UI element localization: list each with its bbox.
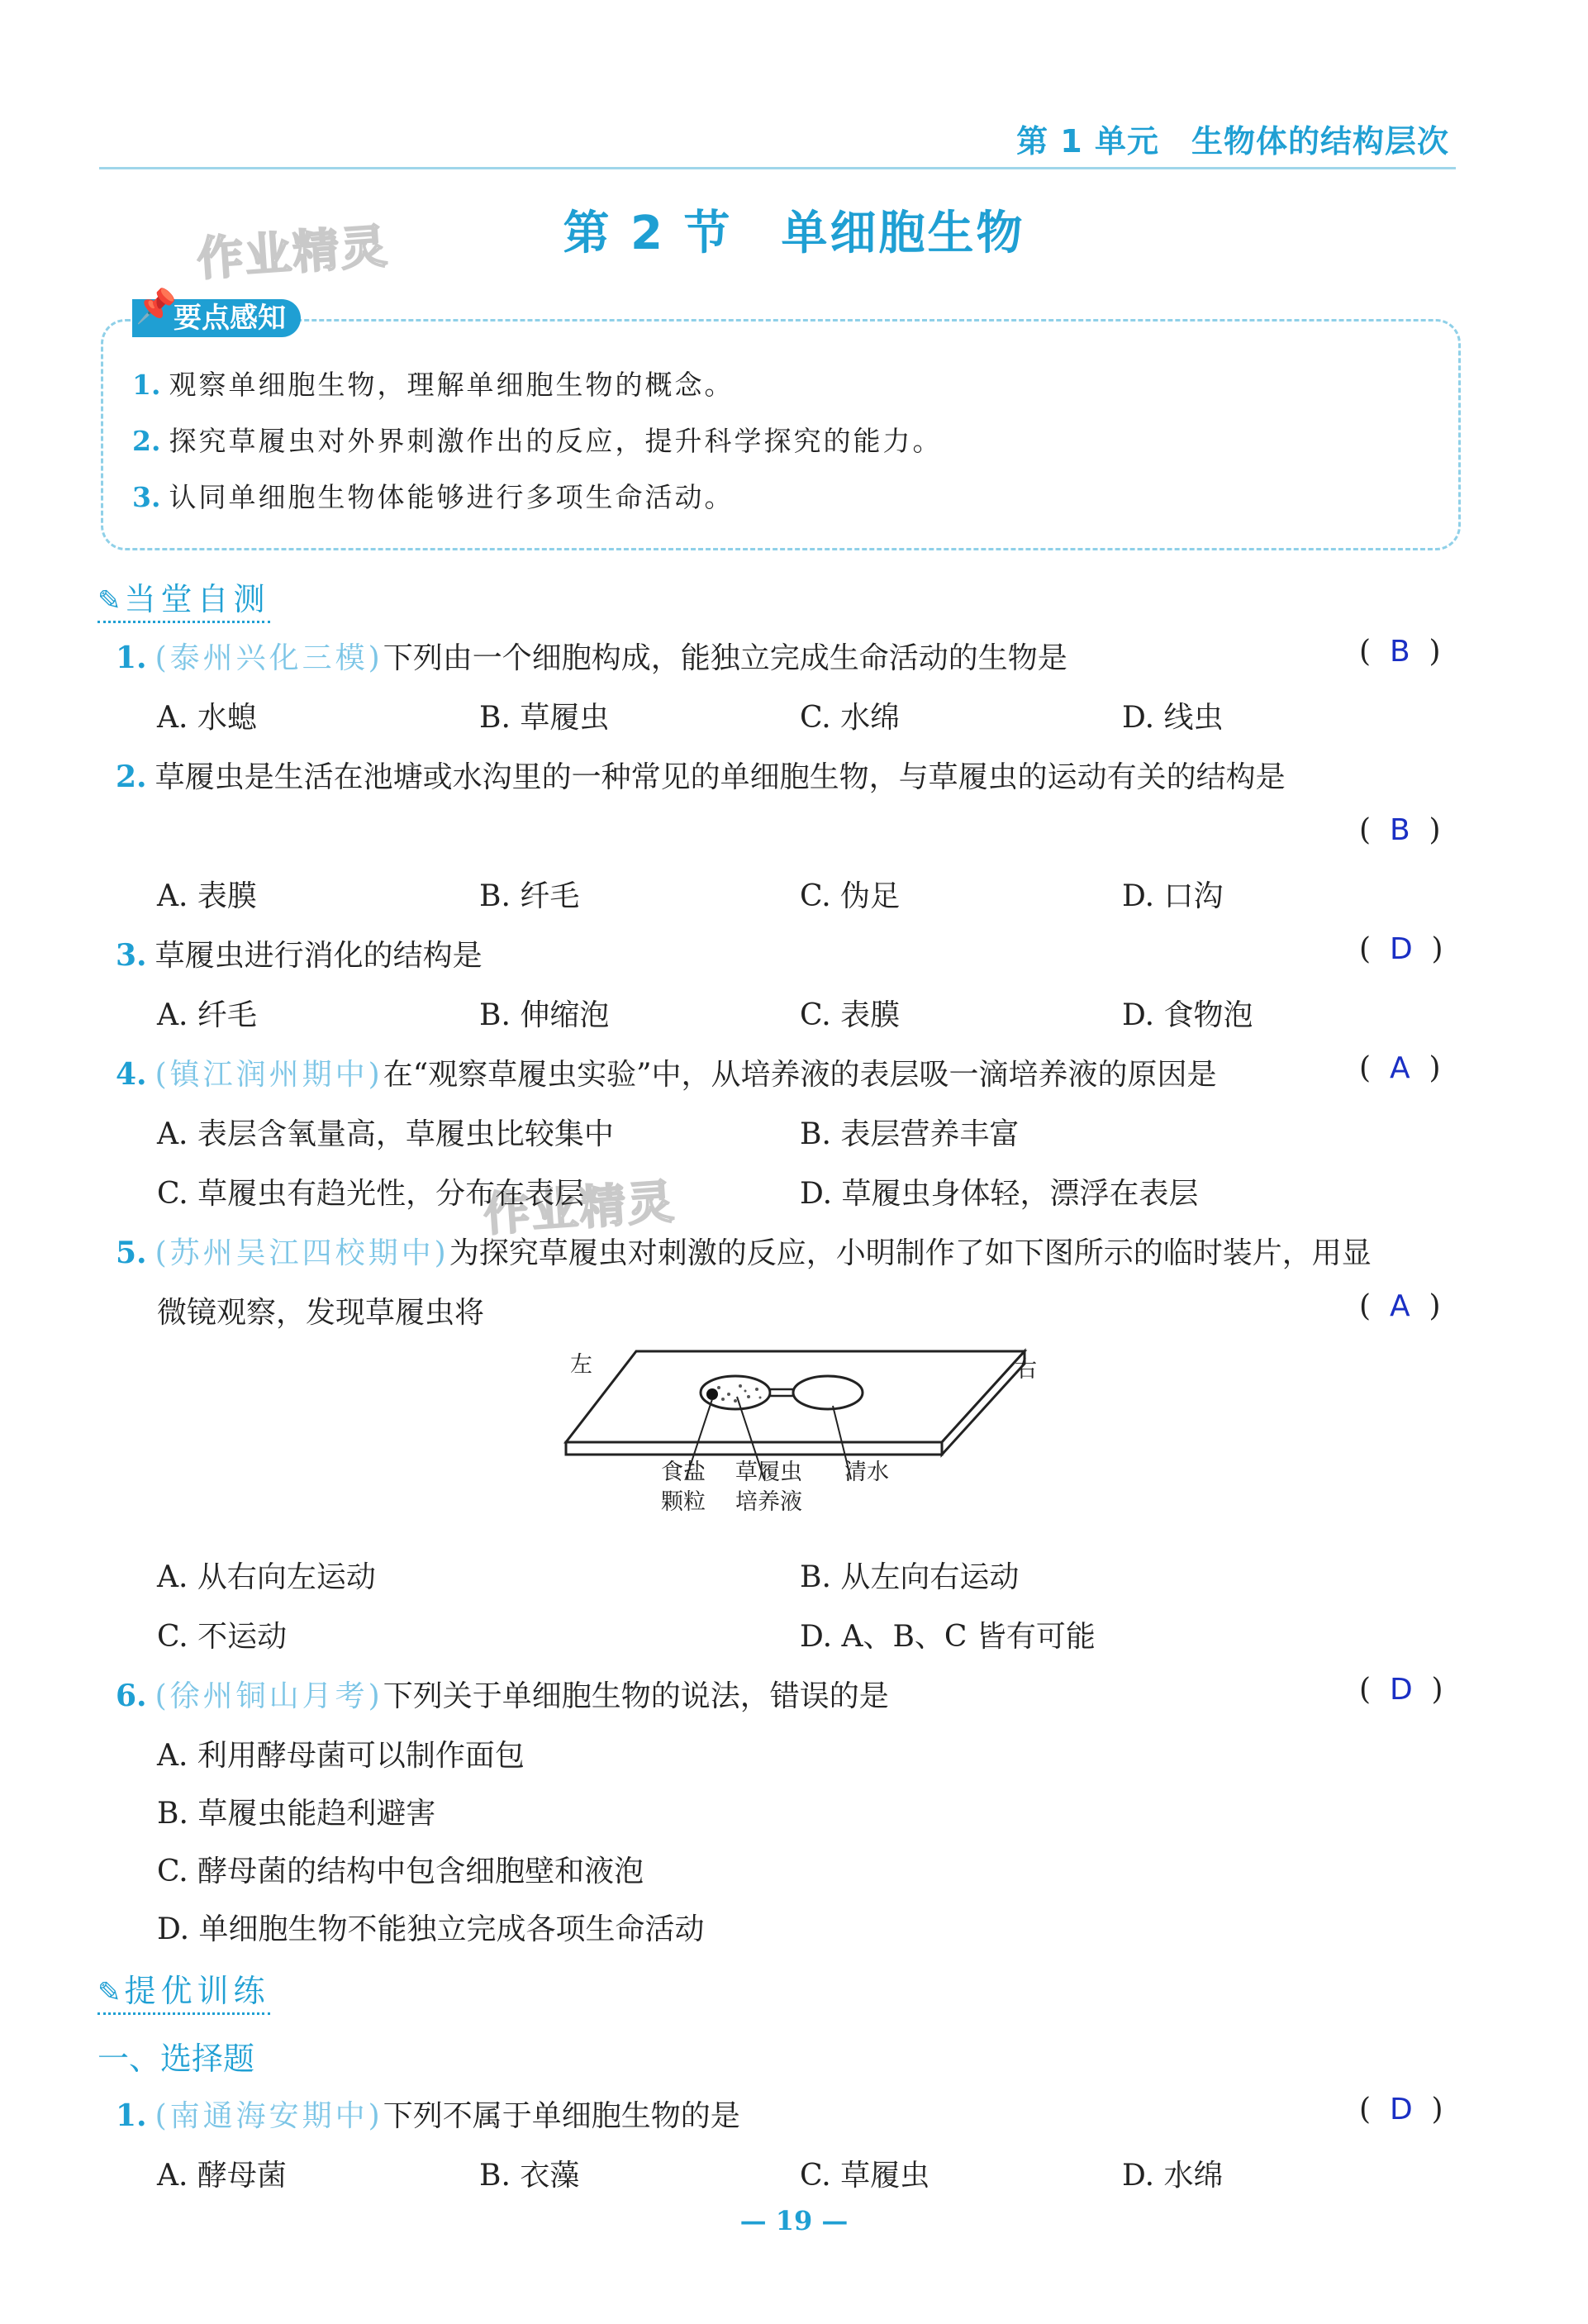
answer-bracket: ( B ) — [1359, 813, 1441, 847]
question-3: 3. 草履虫进行消化的结构是 — [116, 938, 483, 973]
page-title: 第 2 节 单细胞生物 — [563, 207, 1025, 260]
subsection-heading: 一、选择题 — [97, 2041, 255, 2077]
option: A. 水螅 — [157, 701, 257, 735]
option: A. 利用酵母菌可以制作面包 — [157, 1739, 525, 1773]
option: B. 表层营养丰富 — [800, 1117, 1020, 1151]
key-points-tag — [132, 288, 301, 337]
connecting-channel — [770, 1389, 793, 1396]
question-6: 6. (徐州铜山月考)下列关于单细胞生物的说法，错误的是 — [116, 1679, 889, 1713]
option: D. A、B、C 皆有可能 — [800, 1620, 1096, 1654]
option: B. 纤毛 — [479, 879, 580, 913]
option: C. 不运动 — [157, 1620, 288, 1654]
option: D. 口沟 — [1122, 879, 1224, 913]
diagram-label-salt: 食盐 颗粒 — [661, 1460, 706, 1515]
answer-bracket: ( D ) — [1359, 1673, 1443, 1707]
question-5: 5. (苏州吴江四校期中)为探究草履虫对刺激的反应，小明制作了如下图所示的临时装片，用显 — [116, 1236, 1372, 1270]
option: D. 食物泡 — [1122, 998, 1253, 1032]
option: D. 线虫 — [1122, 701, 1224, 735]
option: C. 酵母菌的结构中包含细胞壁和液泡 — [157, 1855, 644, 1888]
diagram-label-water: 清水 — [844, 1460, 889, 1485]
option: C. 伪足 — [800, 879, 901, 913]
answer-bracket: ( D ) — [1359, 2093, 1443, 2126]
page-number: — 19 — — [739, 2205, 849, 2236]
option: B. 草履虫 — [479, 701, 610, 735]
option: C. 草履虫有趋光性，分布在表层 — [157, 1177, 585, 1211]
section-heading-practice: ✎ 提优训练 — [97, 1965, 270, 2015]
option: C. 水绵 — [800, 701, 901, 735]
answer-bracket: ( A ) — [1359, 1051, 1441, 1085]
option: A. 酵母菌 — [157, 2159, 287, 2193]
diagram-label-culture: 草履虫 培养液 — [735, 1460, 802, 1515]
option: B. 衣藻 — [479, 2159, 580, 2193]
option: D. 单细胞生物不能独立完成各项生命活动 — [157, 1912, 705, 1946]
key-point-item: 3. 认同单细胞生物体能够进行多项生命活动。 — [132, 481, 735, 513]
option: A. 纤毛 — [157, 998, 257, 1032]
question-4: 4. (镇江润州期中)在“观察草履虫实验”中，从培养液的表层吸一滴培养液的原因是 — [116, 1057, 1217, 1092]
diagram-label-left: 左 — [570, 1352, 592, 1378]
section-heading-self-test: ✎ 当堂自测 — [97, 574, 270, 623]
unit-heading: 第 1 单元 生物体的结构层次 — [1016, 123, 1449, 160]
pushpin-icon: 📌 — [136, 288, 177, 326]
answer-bracket: ( A ) — [1359, 1289, 1441, 1323]
option: B. 草履虫能趋利避害 — [157, 1797, 436, 1831]
pencil-icon: ✎ — [97, 584, 121, 617]
option: B. 从左向右运动 — [800, 1560, 1020, 1594]
water-drop — [793, 1376, 863, 1409]
option: C. 表膜 — [800, 998, 901, 1032]
question-1: 1. (泰州兴化三模)下列由一个细胞构成，能独立完成生命活动的生物是 — [116, 641, 1067, 675]
option: B. 伸缩泡 — [479, 998, 610, 1032]
option: A. 表膜 — [157, 879, 257, 913]
watermark: 作业精灵 — [195, 219, 391, 288]
practice-question-1: 1. (南通海安期中)下列不属于单细胞生物的是 — [116, 2098, 740, 2133]
diagram-label-right: 右 — [1015, 1357, 1037, 1383]
question-5-continued: 微镜观察，发现草履虫将 — [157, 1296, 485, 1330]
answer-bracket: ( D ) — [1359, 932, 1443, 966]
option: D. 草履虫身体轻，漂浮在表层 — [800, 1177, 1199, 1211]
key-point-item: 2. 探究草履虫对外界刺激作出的反应，提升科学探究的能力。 — [132, 425, 943, 457]
option: D. 水绵 — [1122, 2159, 1224, 2193]
question-2: 2. 草履虫是生活在池塘或水沟里的一种常见的单细胞生物，与草履虫的运动有关的结构是 — [116, 760, 1286, 794]
option: C. 草履虫 — [800, 2159, 930, 2193]
option: A. 从右向左运动 — [157, 1560, 376, 1594]
key-point-item: 1. 观察单细胞生物，理解单细胞生物的概念。 — [132, 369, 735, 401]
pencil-icon: ✎ — [97, 1976, 121, 2009]
answer-bracket: ( B ) — [1359, 635, 1441, 669]
option: A. 表层含氧量高，草履虫比较集中 — [157, 1117, 614, 1151]
key-points-label: 要点感知 — [174, 302, 286, 335]
salt-particle — [706, 1388, 718, 1400]
watermark: 作业精灵 — [482, 1174, 678, 1243]
page-header — [99, 116, 1456, 169]
